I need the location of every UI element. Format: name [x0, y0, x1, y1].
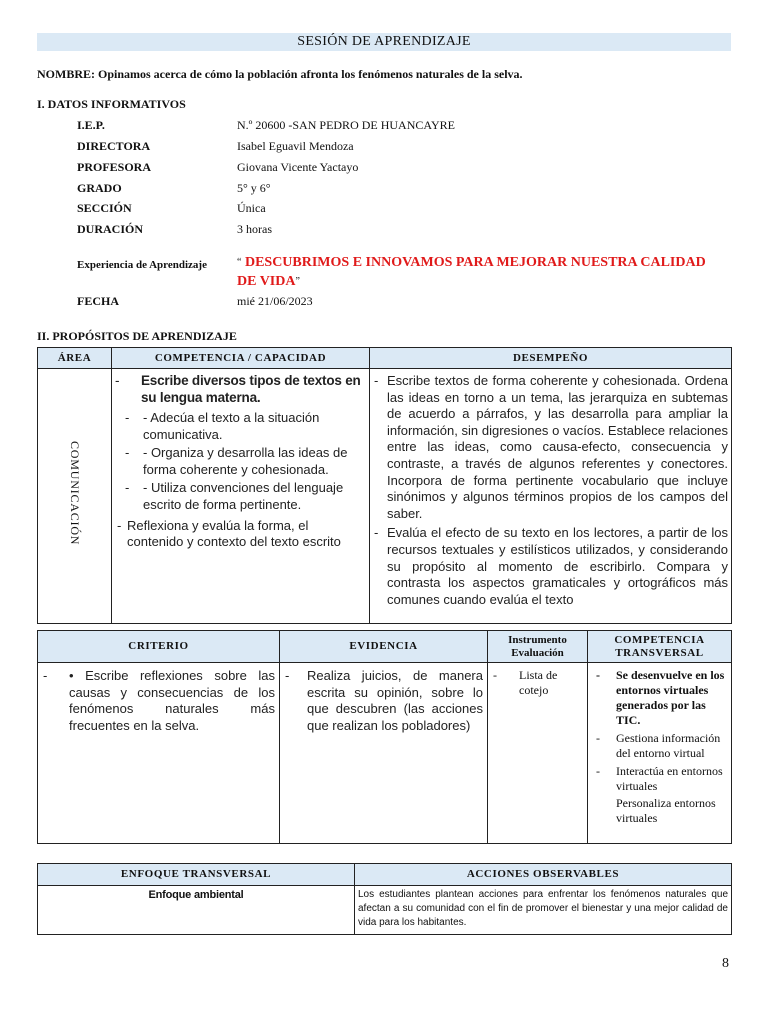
- competencia-title-text: Escribe diversos tipos de textos en su lengua materna.: [141, 373, 361, 405]
- evidencia-item: - Realiza juicios, de manera escrita su opinión, sobre lo que descubren (las acciones que realizan los pobladores): [283, 668, 483, 734]
- desempeno-item: - Evalúa el efecto de su texto en los lectores, a partir de los recursos textuales y estilísticos utilizados, y considerando su propósito al momento de escribirlo. Compara y contrasta los aspectos gramaticales y ortográficos más comunes cuando evalúa el texto: [372, 525, 728, 608]
- info-value: 5° y 6°: [237, 181, 271, 195]
- page-number: 8: [722, 956, 729, 971]
- capacidad-final-list: [115, 518, 365, 551]
- criterio-item: - • Escribe reflexiones sobre las causas y consecuencias de los fenómenos naturales más frecuentes en la selva.: [41, 668, 275, 734]
- header-desempeno: DESEMPEÑO: [370, 348, 732, 369]
- datos-heading: I. DATOS INFORMATIVOS: [37, 97, 186, 111]
- capacidad-item: - - Adecúa el texto a la situación comunicativa.: [123, 410, 365, 443]
- evidencia-cell: [280, 663, 488, 844]
- info-key: I.E.P.: [77, 118, 105, 132]
- area-label: COMUNICACIÓN: [68, 441, 82, 546]
- acciones-cell: Los estudiantes plantean acciones para enfrentar los fenómenos naturales que afectan a su comunidad con el fin de promover el bienestar y una mejor calidad de vida para los habitantes.: [355, 886, 732, 935]
- header-instrumento: Instrumento Evaluación: [488, 631, 588, 663]
- competencia-transversal-title: - Se desenvuelve en los entornos virtuales generados por las TIC.: [594, 668, 728, 728]
- area-cell: [38, 369, 112, 624]
- session-name: [37, 67, 737, 82]
- session-title: SESIÓN DE APRENDIZAJE: [37, 33, 731, 51]
- instrumento-list: [491, 668, 584, 698]
- session-name-label: NOMBRE:: [37, 67, 95, 81]
- info-value: Giovana Vicente Yactayo: [237, 160, 359, 174]
- capacidad-transversal-final: Personaliza entornos virtuales: [616, 796, 716, 825]
- criterio-list: [41, 668, 275, 734]
- header-enfoque: ENFOQUE TRANSVERSAL: [38, 864, 355, 886]
- capacidad-item: - Reflexiona y evalúa la forma, el contenido y contexto del texto escrito: [115, 518, 365, 551]
- capacidad-item: - - Organiza y desarrolla las ideas de forma coherente y cohesionada.: [123, 445, 365, 478]
- desempeno-list: [372, 373, 728, 608]
- propositos-table: [37, 347, 732, 624]
- competencia-transversal-list: [594, 668, 728, 794]
- info-value: N.º 20600 -SAN PEDRO DE HUANCAYRE: [237, 118, 455, 132]
- enfoque-cell: Enfoque ambiental: [38, 886, 355, 935]
- info-value: mié 21/06/2023: [237, 294, 313, 308]
- info-key: DIRECTORA: [77, 139, 151, 153]
- info-key: PROFESORA: [77, 160, 152, 174]
- instrumento-item: - Lista de cotejo: [491, 668, 584, 698]
- info-key: GRADO: [77, 181, 122, 195]
- info-key: DURACIÓN: [77, 222, 143, 236]
- info-key: SECCIÓN: [77, 201, 132, 215]
- enfoque-table: [37, 863, 732, 935]
- competencia-cell: [112, 369, 370, 624]
- evidencia-list: [283, 668, 483, 734]
- experiencia-title: [237, 253, 707, 291]
- capacidad-transversal-item: - Gestiona información del entorno virtual: [594, 731, 728, 761]
- desempeno-item: - Escribe textos de forma coherente y cohesionada. Ordena las ideas en torno a un tema, las jerarquiza en subtemas de acuerdo a párrafos, y las desarrolla para ampliar la información, sin digresiones o vacíos. Establece relaciones entre las ideas, como causa-efecto, consecuencia y contraste, a través de algunos referentes y conectores. Incorpora de forma pertinente vocabulario que incluye sinónimos y algunos términos propios de los campos del saber.: [372, 373, 728, 522]
- capacidad-item: - - Utiliza convenciones del lenguaje escrito de forma pertinente.: [123, 480, 365, 513]
- header-evidencia: EVIDENCIA: [280, 631, 488, 663]
- header-competencia-transversal: COMPETENCIA TRANSVERSAL: [588, 631, 732, 663]
- capacidad-transversal-item: - Interactúa en entornos virtuales: [594, 764, 728, 794]
- session-name-text: Opinamos acerca de cómo la población afronta los fenómenos naturales de la selva.: [98, 67, 523, 81]
- info-value: Única: [237, 201, 266, 215]
- header-area: ÁREA: [38, 348, 112, 369]
- criterio-cell: [38, 663, 280, 844]
- header-competencia: COMPETENCIA / CAPACIDAD: [112, 348, 370, 369]
- competencia-title: - Escribe diversos tipos de textos en su lengua materna.: [115, 372, 365, 406]
- propositos-heading: II. PROPÓSITOS DE APRENDIZAJE: [37, 329, 237, 343]
- capacidades-list: [123, 410, 365, 514]
- instrumento-cell: [488, 663, 588, 844]
- header-acciones: ACCIONES OBSERVABLES: [355, 864, 732, 886]
- close-quote: ”: [295, 276, 300, 287]
- desempeno-cell: [370, 369, 732, 624]
- evaluacion-table: [37, 630, 732, 844]
- open-quote: “: [237, 257, 242, 268]
- info-key: Experiencia de Aprendizaje: [77, 259, 207, 271]
- header-criterio: CRITERIO: [38, 631, 280, 663]
- experiencia-text: DESCUBRIMOS E INNOVAMOS PARA MEJORAR NUESTRA CALIDAD DE VIDA: [237, 255, 706, 289]
- info-key: FECHA: [77, 294, 119, 308]
- info-value: Isabel Eguavil Mendoza: [237, 139, 354, 153]
- competencia-transversal-cell: [588, 663, 732, 844]
- info-value: 3 horas: [237, 222, 272, 236]
